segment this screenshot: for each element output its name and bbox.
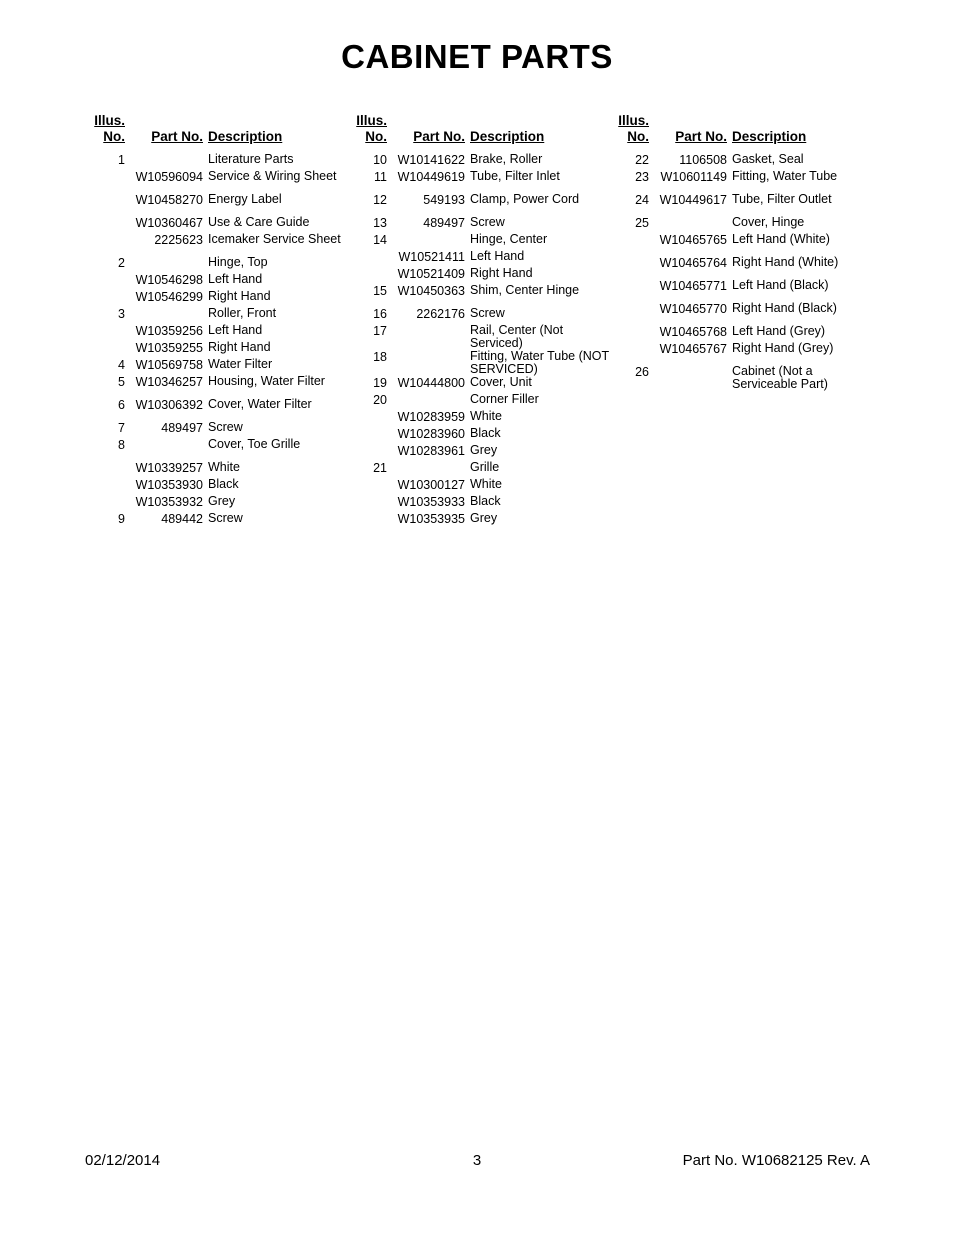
- table-row: [93, 324, 353, 341]
- description: Housing, Water Filter: [208, 374, 325, 388]
- part-number: W10359256: [135, 324, 203, 338]
- description: Cover, Toe Grille: [208, 437, 301, 451]
- illus-number: 22: [635, 153, 649, 167]
- table-row: [617, 153, 877, 170]
- table-row: [93, 290, 353, 307]
- table-row: [93, 256, 353, 273]
- illus-number: 20: [373, 393, 387, 407]
- page-title: CABINET PARTS: [341, 38, 613, 75]
- illus-number: 7: [118, 421, 125, 435]
- parts-list: [355, 153, 615, 529]
- footer-date: 02/12/2014: [85, 1152, 161, 1169]
- part-number: 2262176: [416, 307, 465, 321]
- part-number: W10300127: [397, 478, 465, 492]
- description: Icemaker Service Sheet: [208, 232, 341, 246]
- illus-number: 10: [373, 153, 387, 167]
- parts-list: [93, 153, 353, 529]
- part-number: 489497: [423, 216, 465, 230]
- table-row: [355, 461, 615, 478]
- table-row: [355, 393, 615, 410]
- description: Tube, Filter Outlet: [732, 192, 832, 206]
- illus-number: 26: [635, 365, 649, 379]
- part-number: W10569758: [135, 358, 203, 372]
- table-row: [93, 512, 353, 529]
- illus-number: 2: [118, 256, 125, 270]
- illus-number: 14: [373, 233, 387, 247]
- illus-number: 18: [373, 350, 387, 364]
- table-row: [93, 375, 353, 398]
- description: Use & Care Guide: [208, 215, 310, 229]
- description: Hinge, Top: [208, 255, 268, 269]
- part-number: 489442: [161, 512, 203, 526]
- part-number: W10465770: [659, 302, 727, 316]
- description: Tube, Filter Inlet: [470, 169, 560, 183]
- part-number: W10546299: [135, 290, 203, 304]
- table-row: [617, 170, 877, 193]
- part-number: W10546298: [135, 273, 203, 287]
- description: Screw: [208, 511, 243, 525]
- illus-number: 6: [118, 398, 125, 412]
- illus-number: 21: [373, 461, 387, 475]
- footer-part-number: Part No. W10682125 Rev. A: [682, 1152, 870, 1169]
- table-row: [617, 365, 877, 391]
- header-description: Description: [470, 129, 545, 144]
- table-row: [93, 273, 353, 290]
- table-row: [93, 307, 353, 324]
- column-header: [355, 113, 615, 153]
- illus-number: 23: [635, 170, 649, 184]
- table-row: [93, 461, 353, 478]
- table-row: [355, 427, 615, 444]
- table-row: [355, 376, 615, 393]
- table-row: [617, 325, 877, 342]
- illus-number: 9: [118, 512, 125, 526]
- description: Right Hand: [470, 266, 533, 280]
- part-number: W10141622: [397, 153, 465, 167]
- description: Right Hand: [208, 289, 271, 303]
- table-row: [617, 233, 877, 256]
- table-row: [93, 170, 353, 193]
- header-no: No.: [365, 129, 387, 144]
- part-number: W10465764: [659, 256, 727, 270]
- table-row: [355, 233, 615, 250]
- description: Gasket, Seal: [732, 152, 804, 166]
- table-row: [617, 256, 877, 279]
- description: Roller, Front: [208, 306, 277, 320]
- part-number: 489497: [161, 421, 203, 435]
- description: Cover, Hinge: [732, 215, 805, 229]
- illus-number: 3: [118, 307, 125, 321]
- part-number: W10360467: [135, 216, 203, 230]
- illus-number: 15: [373, 284, 387, 298]
- part-number: W10465768: [659, 325, 727, 339]
- description: Right Hand (Grey): [732, 341, 834, 355]
- table-row: [355, 216, 615, 233]
- illus-number: 17: [373, 324, 387, 338]
- part-number: W10306392: [135, 398, 203, 412]
- table-row: [617, 216, 877, 233]
- description: Grey: [470, 511, 498, 525]
- header-illus: Illus.: [94, 113, 125, 128]
- part-number: W10359255: [135, 341, 203, 355]
- part-number: W10450363: [397, 284, 465, 298]
- description: Right Hand (Black): [732, 301, 837, 315]
- parts-column-2: [355, 113, 615, 529]
- header-part-no: Part No.: [675, 129, 727, 144]
- description: Screw: [470, 215, 505, 229]
- illus-number: 5: [118, 375, 125, 389]
- description: Clamp, Power Cord: [470, 192, 580, 206]
- part-number: W10353933: [397, 495, 465, 509]
- table-row: [93, 398, 353, 421]
- description: White: [470, 409, 502, 423]
- table-row: [93, 233, 353, 256]
- illus-number: 13: [373, 216, 387, 230]
- description: Black: [470, 426, 501, 440]
- description: Grey: [470, 443, 498, 457]
- description: Cover, Water Filter: [208, 397, 312, 411]
- description: Black: [470, 494, 501, 508]
- table-row: [355, 410, 615, 427]
- illus-number: 11: [374, 170, 387, 184]
- description: Screw: [470, 306, 505, 320]
- part-number: W10283961: [397, 444, 465, 458]
- table-row: [93, 216, 353, 233]
- table-row: [93, 358, 353, 375]
- illus-number: 25: [635, 216, 649, 230]
- description: Grey: [208, 494, 236, 508]
- description: Fitting, Water Tube: [732, 169, 838, 183]
- header-no: No.: [627, 129, 649, 144]
- description: Left Hand (White): [732, 232, 830, 246]
- table-row: [355, 495, 615, 512]
- table-row: [355, 267, 615, 284]
- illus-number: 1: [118, 153, 125, 167]
- description: White: [470, 477, 502, 491]
- part-number: W10353935: [397, 512, 465, 526]
- table-row: [93, 193, 353, 216]
- description: Grille: [470, 460, 500, 474]
- part-number: W10449617: [659, 193, 727, 207]
- header-part-no: Part No.: [413, 129, 465, 144]
- description: Water Filter: [208, 357, 273, 371]
- description: Fitting, Water Tube (NOT SERVICED): [470, 349, 609, 376]
- header-illus: Illus.: [356, 113, 387, 128]
- header-part-no: Part No.: [151, 129, 203, 144]
- table-row: [355, 284, 615, 307]
- description: Energy Label: [208, 192, 282, 206]
- table-row: [355, 153, 615, 170]
- description: Left Hand: [208, 323, 263, 337]
- illus-number: 24: [635, 193, 649, 207]
- part-number: W10521411: [398, 250, 465, 264]
- header-description: Description: [732, 129, 807, 144]
- description: Service & Wiring Sheet: [208, 169, 337, 183]
- table-row: [355, 250, 615, 267]
- part-number: W10353932: [135, 495, 203, 509]
- header-illus: Illus.: [618, 113, 649, 128]
- table-row: [617, 342, 877, 365]
- description: Black: [208, 477, 239, 491]
- table-row: [355, 350, 615, 376]
- illus-number: 8: [118, 438, 125, 452]
- description: Left Hand: [208, 272, 263, 286]
- description: Hinge, Center: [470, 232, 548, 246]
- description: Cabinet (Not a Serviceable Part): [732, 364, 828, 391]
- table-row: [355, 478, 615, 495]
- footer-page-number: 3: [472, 1152, 482, 1169]
- part-number: W10521409: [397, 267, 465, 281]
- table-row: [355, 512, 615, 529]
- parts-list: [617, 153, 877, 391]
- description: Right Hand (White): [732, 255, 839, 269]
- table-row: [355, 193, 615, 216]
- table-row: [93, 478, 353, 495]
- description: Screw: [208, 420, 243, 434]
- part-number: W10465765: [659, 233, 727, 247]
- part-number: W10449619: [397, 170, 465, 184]
- table-row: [93, 153, 353, 170]
- table-row: [93, 438, 353, 461]
- part-number: W10465771: [659, 279, 727, 293]
- description: Right Hand: [208, 340, 271, 354]
- description: Rail, Center (Not Serviced): [470, 323, 564, 350]
- table-row: [617, 193, 877, 216]
- table-row: [93, 495, 353, 512]
- table-row: [617, 302, 877, 325]
- part-number: W10458270: [135, 193, 203, 207]
- parts-column-1: [93, 113, 353, 529]
- description: Brake, Roller: [470, 152, 543, 166]
- description: Left Hand: [470, 249, 525, 263]
- table-row: [355, 444, 615, 461]
- part-number: W10444800: [397, 376, 465, 390]
- part-number: W10339257: [135, 461, 203, 475]
- table-row: [355, 307, 615, 324]
- part-number: W10346257: [135, 375, 203, 389]
- column-header: [93, 113, 353, 153]
- illus-number: 16: [373, 307, 387, 321]
- description: Left Hand (Black): [732, 278, 829, 292]
- part-number: W10283960: [397, 427, 465, 441]
- part-number: W10465767: [659, 342, 727, 356]
- header-description: Description: [208, 129, 283, 144]
- description: Literature Parts: [208, 152, 294, 166]
- parts-column-3: [617, 113, 877, 391]
- table-row: [617, 279, 877, 302]
- description: Left Hand (Grey): [732, 324, 826, 338]
- description: Shim, Center Hinge: [470, 283, 580, 297]
- description: Corner Filler: [470, 392, 539, 406]
- illus-number: 12: [373, 193, 387, 207]
- description: White: [208, 460, 240, 474]
- part-number: 1106508: [679, 153, 727, 167]
- illus-number: 4: [118, 358, 125, 372]
- part-number: 2225623: [154, 233, 203, 247]
- part-number: W10601149: [660, 170, 727, 184]
- part-number: W10596094: [135, 170, 203, 184]
- part-number: W10283959: [397, 410, 465, 424]
- table-row: [355, 170, 615, 193]
- part-number: W10353930: [135, 478, 203, 492]
- description: Cover, Unit: [470, 375, 532, 389]
- part-number: 549193: [423, 193, 465, 207]
- header-no: No.: [103, 129, 125, 144]
- table-row: [355, 324, 615, 350]
- illus-number: 19: [373, 376, 387, 390]
- table-row: [93, 341, 353, 358]
- column-header: [617, 113, 877, 153]
- table-row: [93, 421, 353, 438]
